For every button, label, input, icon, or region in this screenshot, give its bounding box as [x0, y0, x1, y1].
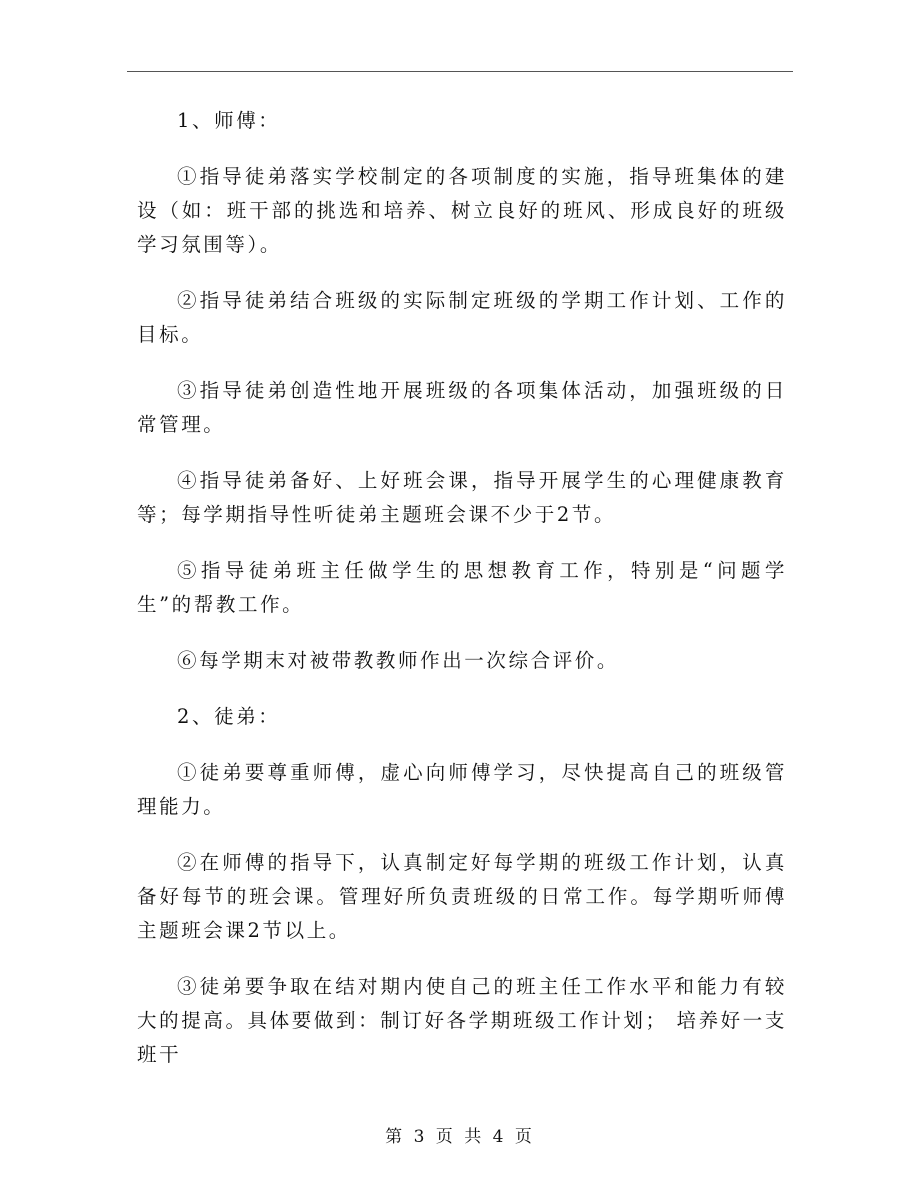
- mentor-item-6: ⑥每学期末对被带教教师作出一次综合评价。: [177, 649, 620, 672]
- mentor-item-1: ①指导徒弟落实学校制定的各项制度的实施，指导班集体的建设（如：班干部的挑选和培养、树立良好的班风、形成良好的班级学习氛围等）。: [137, 165, 787, 256]
- mentor-item-4: ④指导徒弟备好、上好班会课，指导开展学生的心理健康教育等；每学期指导性听徒弟主题班会课不少于2节。: [137, 469, 787, 526]
- mentor-item-2: ②指导徒弟结合班级的实际制定班级的学期工作计划、工作的目标。: [137, 289, 787, 346]
- apprentice-item-1: ①徒弟要尊重师傅，虚心向师傅学习，尽快提高自己的班级管理能力。: [137, 761, 787, 818]
- section-heading-mentor: 1、师傅：: [177, 109, 281, 132]
- mentor-item-5: ⑤指导徒弟班主任做学生的思想教育工作，特别是“问题学生”的帮教工作。: [137, 559, 787, 616]
- apprentice-item-3: ③徒弟要争取在结对期内使自己的班主任工作水平和能力有较大的提高。具体要做到：制订好各学期班级工作计划； 培养好一支班干: [137, 975, 787, 1066]
- page-footer: 第 3 页 共 4 页: [385, 1127, 535, 1147]
- mentor-item-3: ③指导徒弟创造性地开展班级的各项集体活动，加强班级的日常管理。: [137, 379, 787, 436]
- section-heading-apprentice: 2、徒弟：: [177, 705, 281, 728]
- header-rule: [127, 71, 793, 72]
- document-body: [137, 104, 787, 1094]
- apprentice-item-2: ②在师傅的指导下，认真制定好每学期的班级工作计划，认真备好每节的班会课。管理好所负责班级的日常工作。每学期听师傅主题班会课2节以上。: [137, 851, 787, 942]
